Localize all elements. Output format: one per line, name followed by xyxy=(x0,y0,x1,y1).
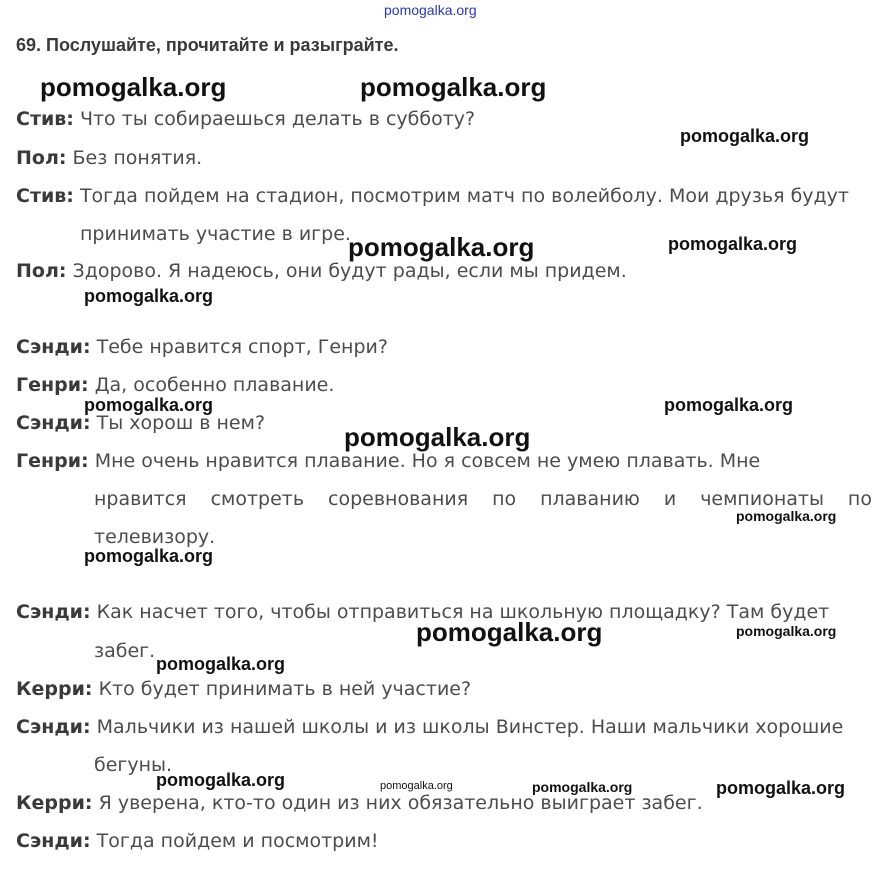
speaker: Генри: xyxy=(16,450,89,472)
line-text: Мне очень нравится плавание. Но я совсем не умею плавать. Мне xyxy=(94,450,761,472)
watermark: pomogalka.org xyxy=(380,780,453,792)
watermark: pomogalka.org xyxy=(532,779,633,795)
line-continuation: забег. xyxy=(94,640,156,662)
watermark: pomogalka.org xyxy=(360,72,547,102)
line-text: Что ты собираешься делать в субботу? xyxy=(79,108,476,130)
exercise-title: 69. Послушайте, прочитайте и разыграйте. xyxy=(16,35,399,55)
word: по xyxy=(847,488,872,510)
watermark: pomogalka.org xyxy=(84,546,214,566)
line-text: Здорово. Я надеюсь, они будут рады, если мы придем. xyxy=(72,260,627,282)
watermark: pomogalka.org xyxy=(664,395,794,415)
dialogue-line xyxy=(16,147,202,169)
watermark: pomogalka.org xyxy=(668,234,798,254)
line-text: Мальчики из нашей школы и из школы Винстер. Наши мальчики хорошие xyxy=(96,716,844,738)
watermark: pomogalka.org xyxy=(416,617,603,647)
word: соревнования xyxy=(328,488,469,510)
watermark: pomogalka.org xyxy=(156,654,286,674)
dialogue-line xyxy=(16,792,703,814)
speaker: Генри: xyxy=(16,374,89,396)
line-text: Тогда пойдем и посмотрим! xyxy=(96,830,379,852)
line-text: Ты хорош в нем? xyxy=(96,412,266,434)
watermark: pomogalka.org xyxy=(680,126,810,146)
dialogue-line xyxy=(16,108,475,130)
word: плаванию xyxy=(540,488,640,510)
dialogue-line xyxy=(16,830,379,852)
watermark: pomogalka.org xyxy=(156,770,286,790)
site-link[interactable]: pomogalka.org xyxy=(384,2,477,18)
speaker: Сэнди: xyxy=(16,336,91,358)
speaker: Керри: xyxy=(16,792,93,814)
speaker: Пол: xyxy=(16,147,67,169)
line-continuation: принимать участие в игре. xyxy=(80,223,351,245)
watermark: pomogalka.org xyxy=(348,232,535,262)
dialogue-line xyxy=(16,450,760,472)
dialogue-line xyxy=(16,374,334,396)
line-continuation: бегуны. xyxy=(94,754,173,776)
line-text: Кто будет принимать в ней участие? xyxy=(98,678,472,700)
line-continuation: телевизору. xyxy=(94,526,216,548)
speaker: Пол: xyxy=(16,260,67,282)
speaker: Стив: xyxy=(16,185,74,207)
watermark: pomogalka.org xyxy=(736,623,837,639)
dialogue-line xyxy=(16,678,471,700)
dialogue-line xyxy=(16,716,843,738)
watermark: pomogalka.org xyxy=(716,778,846,798)
line-text: Тогда пойдем на стадион, посмотрим матч по волейболу. Мои друзья будут xyxy=(79,185,849,207)
speaker: Сэнди: xyxy=(16,601,91,623)
line-text: Без понятия. xyxy=(72,147,203,169)
watermark: pomogalka.org xyxy=(84,286,214,306)
word: и xyxy=(663,488,677,510)
line-text: Как насчет того, чтобы отправиться на школьную площадку? Там будет xyxy=(96,601,830,623)
word: по xyxy=(492,488,517,510)
watermark: pomogalka.org xyxy=(736,508,837,524)
watermark: pomogalka.org xyxy=(344,422,531,452)
line-text: Да, особенно плавание. xyxy=(94,374,335,396)
watermark: pomogalka.org xyxy=(84,395,214,415)
dialogue-line xyxy=(16,336,388,358)
speaker: Стив: xyxy=(16,108,74,130)
dialogue-line xyxy=(16,185,849,207)
line-continuation-justified xyxy=(94,488,872,510)
dialogue-line xyxy=(16,260,627,282)
line-text: Тебе нравится спорт, Генри? xyxy=(96,336,388,358)
speaker: Сэнди: xyxy=(16,830,91,852)
watermark: pomogalka.org xyxy=(40,72,227,102)
speaker: Сэнди: xyxy=(16,716,91,738)
word: чемпионаты xyxy=(700,488,824,510)
speaker: Керри: xyxy=(16,678,93,700)
word: смотреть xyxy=(210,488,305,510)
speaker: Сэнди: xyxy=(16,412,91,434)
line-text: Я уверена, кто-то один из них обязательно выиграет забег. xyxy=(98,792,703,814)
word: нравится xyxy=(94,488,187,510)
